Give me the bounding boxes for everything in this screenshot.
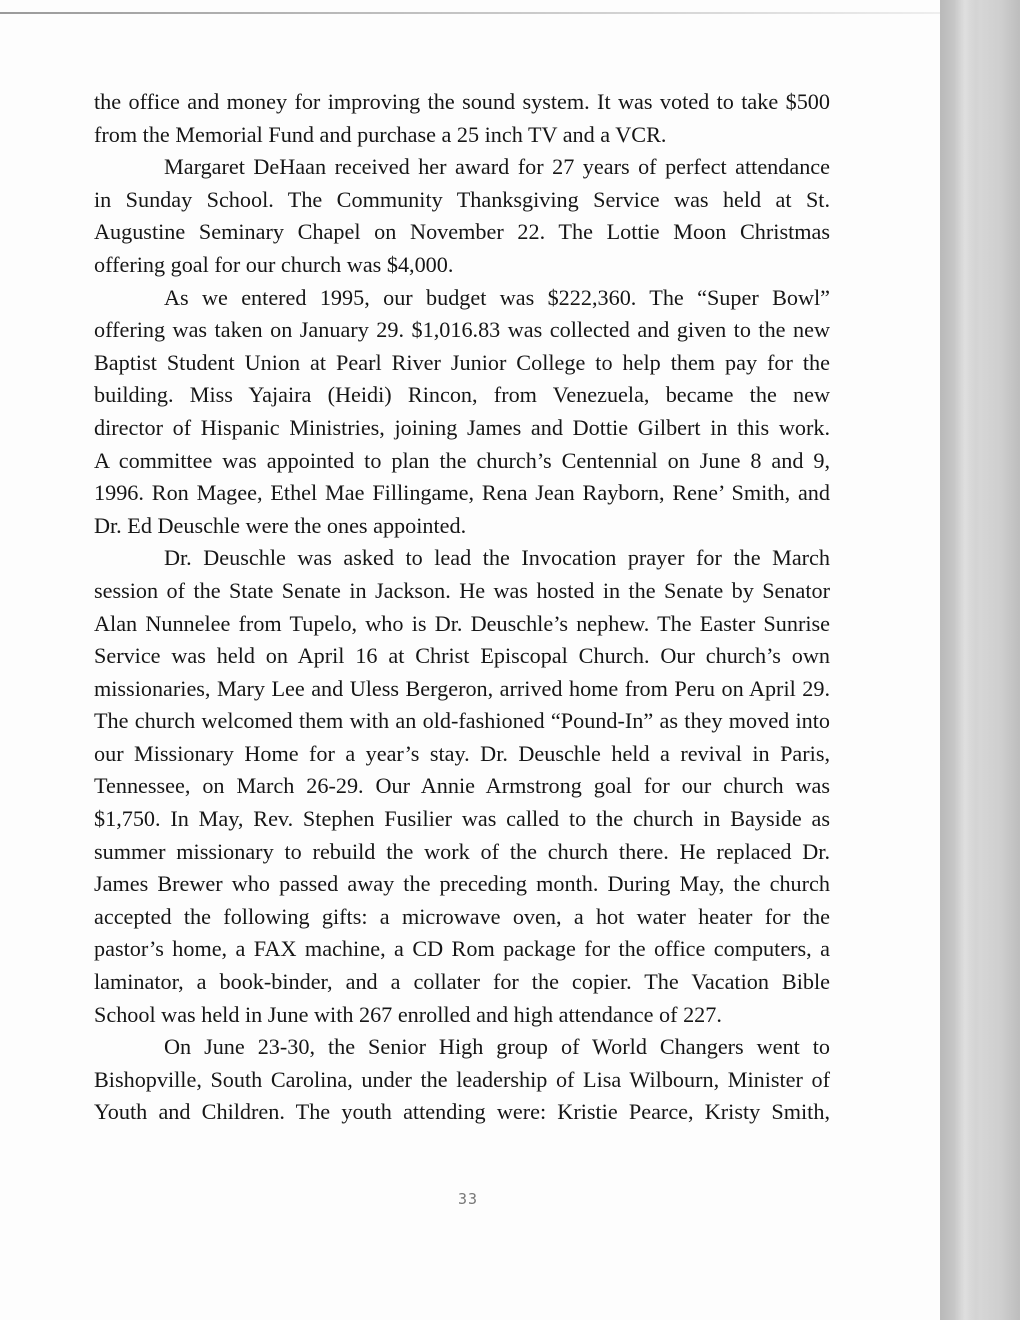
text-line: summer missionary to rebuild the work of the church there. He replaced Dr. [94, 838, 830, 864]
text-line: As we entered 1995, our budget was $222,360. The “Super Bowl” [164, 284, 830, 310]
text-line: the office and money for improving the sound system. It was voted to take $500 [94, 89, 830, 114]
text-line: building. Miss Yajaira (Heidi) Rincon, from Venezuela, became the new [94, 382, 830, 408]
text-line: Youth and Children. The youth attending were: Kristie Pearce, Kristy Smith, [94, 1099, 830, 1125]
text-line: Dr. Ed Deuschle were the ones appointed. [94, 512, 467, 538]
text-line: Baptist Student Union at Pearl River Junior College to help them pay for the [94, 349, 830, 375]
text-line: from the Memorial Fund and purchase a 25 inch TV and a VCR. [94, 121, 667, 147]
text-line: Service was held on April 16 at Christ Episcopal Church. Our church’s own [94, 643, 830, 669]
text-line: laminator, a book-binder, and a collater for the copier. The Vacation Bible [94, 969, 830, 995]
text-line: accepted the following gifts: a microwave oven, a hot water heater for the [94, 903, 830, 929]
top-rule [0, 12, 940, 14]
body-text [94, 86, 830, 1129]
text-line: Dr. Deuschle was asked to lead the Invocation prayer for the March [164, 545, 830, 571]
text-line: A committee was appointed to plan the church’s Centennial on June 8 and 9, [94, 447, 830, 473]
text-line: missionaries, Mary Lee and Uless Bergeron, arrived home from Peru on April 29. [94, 675, 830, 701]
text-line: 1996. Ron Magee, Ethel Mae Fillingame, Rena Jean Rayborn, Rene’ Smith, and [94, 480, 830, 506]
text-line: Bishopville, South Carolina, under the leadership of Lisa Wilbourn, Minister of [94, 1066, 830, 1092]
text-line: Augustine Seminary Chapel on November 22. The Lottie Moon Christmas [94, 219, 830, 245]
text-line: offering was taken on January 29. $1,016.83 was collected and given to the new [94, 317, 830, 343]
text-line: On June 23-30, the Senior High group of World Changers went to [164, 1034, 830, 1060]
text-line: pastor’s home, a FAX machine, a CD Rom package for the office computers, a [94, 936, 830, 962]
binding-crease [954, 0, 976, 1320]
text-line: our Missionary Home for a year’s stay. Dr. Deuschle held a revival in Paris, [94, 740, 830, 766]
text-line: Alan Nunnelee from Tupelo, who is Dr. Deuschle’s nephew. The Easter Sunrise [94, 610, 830, 636]
text-line: James Brewer who passed away the preceding month. During May, the church [94, 871, 830, 897]
text-line: School was held in June with 267 enrolled and high attendance of 227. [94, 1001, 722, 1027]
text-line: The church welcomed them with an old-fashioned “Pound-In” as they moved into [94, 708, 830, 734]
text-line: in Sunday School. The Community Thanksgiving Service was held at St. [94, 186, 830, 212]
text-line: Margaret DeHaan received her award for 27 years of perfect attendance [164, 154, 830, 180]
binding-shadow [940, 0, 1020, 1320]
text-line: offering goal for our church was $4,000. [94, 251, 454, 277]
page-number: 33 [457, 1190, 479, 1208]
text-line: session of the State Senate in Jackson. He was hosted in the Senate by Senator [94, 577, 830, 603]
text-line: Tennessee, on March 26-29. Our Annie Armstrong goal for our church was [94, 773, 830, 799]
text-line: $1,750. In May, Rev. Stephen Fusilier was called to the church in Bayside as [94, 806, 830, 832]
text-line: director of Hispanic Ministries, joining James and Dottie Gilbert in this work. [94, 414, 830, 440]
